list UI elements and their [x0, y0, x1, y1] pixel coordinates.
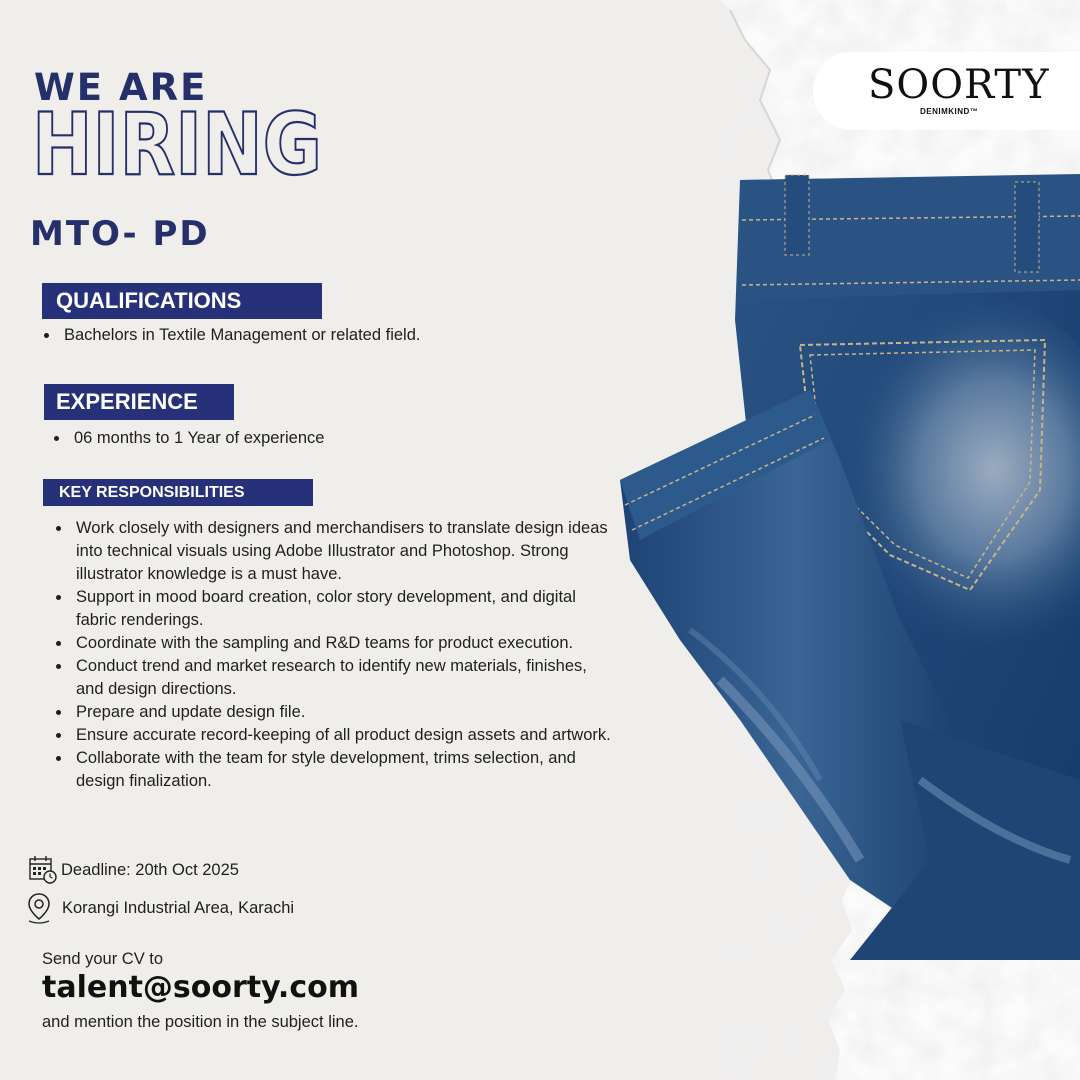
bullet [44, 333, 49, 338]
responsibility-text: Prepare and update design file. [76, 703, 306, 721]
send-cv-text: Send your CV to [42, 950, 164, 968]
list-item [76, 632, 616, 655]
bullet [56, 710, 61, 715]
responsibilities-heading: KEY RESPONSIBILITIES [43, 479, 313, 506]
qualification-text: Bachelors in Textile Management or related field. [64, 326, 421, 344]
list-item [76, 724, 616, 747]
bullet [56, 756, 61, 761]
folded-jeans-image [600, 160, 1080, 960]
list-item [76, 517, 616, 586]
qualifications-list [64, 324, 444, 347]
list-item [76, 655, 616, 701]
list-item [76, 747, 616, 793]
responsibility-text: Conduct trend and market research to identify new materials, finishes, and design directions. [76, 657, 587, 698]
headline-hiring-outline [32, 100, 332, 180]
bullet [54, 436, 59, 441]
experience-list [74, 427, 454, 450]
bullet [56, 733, 61, 738]
headline-we-are: WE ARE [34, 66, 208, 109]
qualifications-heading: QUALIFICATIONS [42, 283, 322, 319]
brand-tagline: DENIMKIND™ [920, 107, 979, 116]
deadline-text: Deadline: 20th Oct 2025 [61, 861, 239, 879]
map-pin-icon [26, 892, 54, 924]
brand-logo: SOORTY [868, 62, 1050, 108]
responsibility-text: Ensure accurate record-keeping of all product design assets and artwork. [76, 726, 611, 744]
calendar-clock-icon [28, 855, 58, 885]
responsibility-text: Support in mood board creation, color story development, and digital fabric renderings. [76, 588, 576, 629]
experience-heading: EXPERIENCE [44, 384, 234, 420]
list-item [74, 427, 454, 450]
responsibilities-list [76, 517, 616, 793]
email-link[interactable]: talent@soorty.com [42, 970, 359, 1005]
subject-line-instruction: and mention the position in the subject line. [42, 1013, 359, 1031]
list-item [64, 324, 444, 347]
bullet [56, 641, 61, 646]
responsibility-text: Coordinate with the sampling and R&D teams for product execution. [76, 634, 574, 652]
location-text: Korangi Industrial Area, Karachi [62, 899, 295, 917]
bullet [56, 664, 61, 669]
list-item [76, 701, 616, 724]
job-title: MTO- PD [30, 214, 210, 254]
list-item [76, 586, 616, 632]
responsibility-text: Work closely with designers and merchandisers to translate design ideas into technical visuals using Adobe Illustrator and Photoshop. Strong illustrator knowledge is a must have. [76, 519, 608, 583]
bullet [56, 595, 61, 600]
experience-text: 06 months to 1 Year of experience [74, 429, 325, 447]
bullet [56, 526, 61, 531]
hiring-text: HIRING [32, 100, 322, 180]
responsibility-text: Collaborate with the team for style development, trims selection, and design finalization. [76, 749, 576, 790]
